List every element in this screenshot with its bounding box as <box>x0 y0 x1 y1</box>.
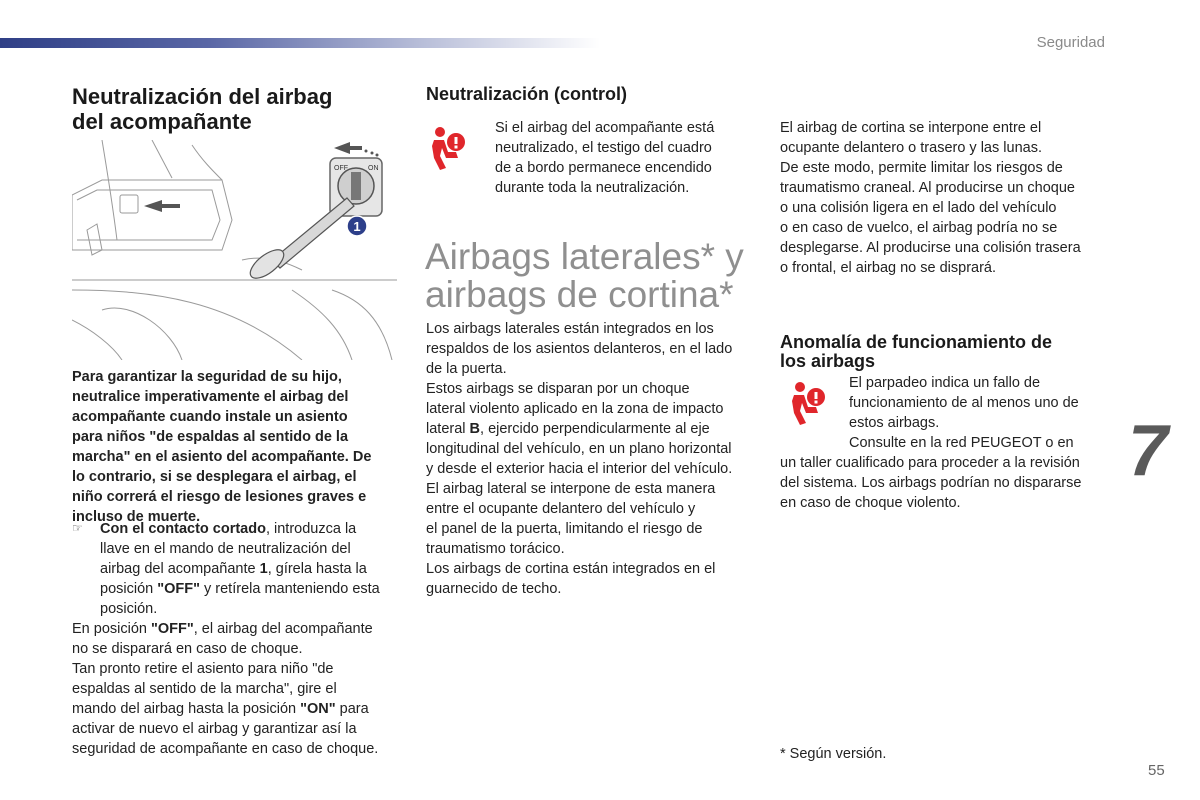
text-line: ocupante delantero o trasero y las lunas. <box>780 140 1042 156</box>
page-number: 55 <box>1148 762 1165 779</box>
paragraph-line: activar de nuevo el airbag y garantizar así la <box>72 721 357 737</box>
step-line <box>72 519 380 539</box>
text-line: El airbag lateral se interpone de esta manera <box>426 481 716 497</box>
step-text: , introduzca la <box>265 521 357 537</box>
airbag-switch-illustration <box>72 140 397 360</box>
text-line: neutralizado, el testigo del cuadro <box>495 140 712 156</box>
text-line: lateral violento aplicado en la zona de impacto <box>426 401 724 417</box>
text-line: Consulte en la red PEUGEOT o en <box>849 435 1074 451</box>
step-line: posición. <box>100 601 158 617</box>
warning-line: marcha" en el asiento del acompañante. De <box>72 449 372 465</box>
text-line: desplegarse. Al producirse una colisión trasera <box>780 240 1081 256</box>
para-emphasis: "ON" <box>300 701 336 717</box>
anomaly-icon-text <box>849 373 1079 433</box>
step-line: llave en el mando de neutralización del <box>100 541 351 557</box>
warning-line: niño correrá el riesgo de lesiones graves e <box>72 489 367 505</box>
text-line: traumatismo torácico. <box>426 541 565 557</box>
para-text: para <box>335 701 369 717</box>
chapter-number: 7 <box>1128 411 1169 491</box>
text-line: el panel de la puerta, limitando el riesgo de <box>426 521 703 537</box>
curtain-airbag-text <box>780 118 1081 278</box>
text-line: estos airbags. <box>849 415 940 431</box>
text-line: longitudinal del vehículo, en un plano horizontal <box>426 441 732 457</box>
control-text <box>495 118 714 198</box>
warning-line: incluso de muerte. <box>72 509 201 525</box>
text-line: entre el ocupante delantero del vehículo y <box>426 501 696 517</box>
step-text: posición <box>100 581 158 597</box>
step-line <box>72 559 380 579</box>
warning-line: neutralice imperativamente el airbag del <box>72 389 349 405</box>
text-line: o en caso de vuelco, el airbag podría no se <box>780 220 1058 236</box>
text-line: De este modo, permite limitar los riesgos de <box>780 160 1063 176</box>
warning-line: lo contrario, si se desplegara el airbag, el <box>72 469 357 485</box>
step-line <box>72 579 380 599</box>
para-emphasis: "OFF" <box>151 621 194 637</box>
airbag-fault-icon <box>788 381 828 425</box>
step-emphasis: Con el contacto cortado <box>100 521 266 537</box>
header-gradient-bar <box>0 38 600 48</box>
text-line: Los airbags de cortina están integrados en el <box>426 561 716 577</box>
control-heading: Neutralización (control) <box>426 84 628 104</box>
paragraph-line <box>72 699 380 719</box>
text-span: lateral <box>426 421 470 437</box>
step-emphasis: 1 <box>259 561 268 577</box>
title-line: Airbags laterales* y <box>425 236 744 277</box>
paragraph-line: seguridad de acompañante en caso de choque. <box>72 741 379 757</box>
text-line: o frontal, el airbag no se disprará. <box>780 260 997 276</box>
warning-line: acompañante cuando instale un asiento <box>72 409 348 425</box>
step-text: , gírela hasta la <box>267 561 367 577</box>
paragraph-line <box>72 619 380 639</box>
title-line: Neutralización del airbag <box>72 84 333 109</box>
title-line: los airbags <box>780 351 876 371</box>
text-line: Los airbags laterales están integrados en los <box>426 321 714 337</box>
text-line: traumatismo craneal. Al producirse un choque <box>780 180 1075 196</box>
para-text: , el airbag del acompañante <box>193 621 373 637</box>
step-text: airbag del acompañante <box>100 561 260 577</box>
text-span: , ejercido perpendicularmente al eje <box>480 421 710 437</box>
callout-number: 1 <box>353 219 361 234</box>
paragraph-line: espaldas al sentido de la marcha", gire el <box>72 681 337 697</box>
text-line: del sistema. Los airbags podrían no dispararse <box>780 475 1082 491</box>
airbag-warning-icon <box>428 126 468 170</box>
child-seat-warning <box>72 367 371 527</box>
para-text: En posición <box>72 621 151 637</box>
text-line: respaldos de los asientos delanteros, en el lado <box>426 341 733 357</box>
paragraph-line: no se disparará en caso de choque. <box>72 641 303 657</box>
section-title <box>72 84 332 134</box>
section-label: Seguridad <box>1036 34 1105 51</box>
text-line: un taller cualificado para proceder a la revisión <box>780 455 1080 471</box>
text-line: en caso de choque violento. <box>780 495 961 511</box>
text-line: El airbag de cortina se interpone entre el <box>780 120 1042 136</box>
step-emphasis: "OFF" <box>157 581 200 597</box>
side-curtain-airbags-title <box>425 238 765 314</box>
title-line: airbags de cortina* <box>425 274 734 315</box>
warning-line: para niños "de espaldas al sentido de la <box>72 429 349 445</box>
text-line: durante toda la neutralización. <box>495 180 690 196</box>
warning-line: Para garantizar la seguridad de su hijo, <box>72 369 342 385</box>
text-line: El parpadeo indica un fallo de <box>849 375 1041 391</box>
side-airbags-text <box>426 319 732 599</box>
text-line <box>426 419 732 439</box>
text-emphasis: B <box>469 421 481 437</box>
anomaly-heading <box>780 333 1052 371</box>
pointing-hand-icon: ☞ <box>72 521 83 535</box>
text-line: y desde el exterior hacia el interior del vehículo. <box>426 461 733 477</box>
paragraph-line: Tan pronto retire el asiento para niño "de <box>72 661 334 677</box>
para-text: mando del airbag hasta la posición <box>72 701 301 717</box>
svg-text:OFF: OFF <box>334 165 348 172</box>
step-text: y retírela manteniendo esta <box>199 581 380 597</box>
text-line: Estos airbags se disparan por un choque <box>426 381 690 397</box>
text-line: de a bordo permanece encendido <box>495 160 712 176</box>
neutralization-instructions <box>72 519 380 759</box>
anomaly-text <box>780 433 1081 513</box>
svg-text:ON: ON <box>368 165 379 172</box>
title-line: Anomalía de funcionamiento de <box>780 332 1053 352</box>
text-line: funcionamiento de al menos uno de <box>849 395 1079 411</box>
title-line: del acompañante <box>72 109 252 134</box>
text-line: o una colisión ligera en el lado del vehículo <box>780 200 1057 216</box>
text-line: Si el airbag del acompañante está <box>495 120 715 136</box>
text-line: de la puerta. <box>426 361 507 377</box>
text-line: guarnecido de techo. <box>426 581 562 597</box>
footnote: * Según versión. <box>780 746 887 762</box>
